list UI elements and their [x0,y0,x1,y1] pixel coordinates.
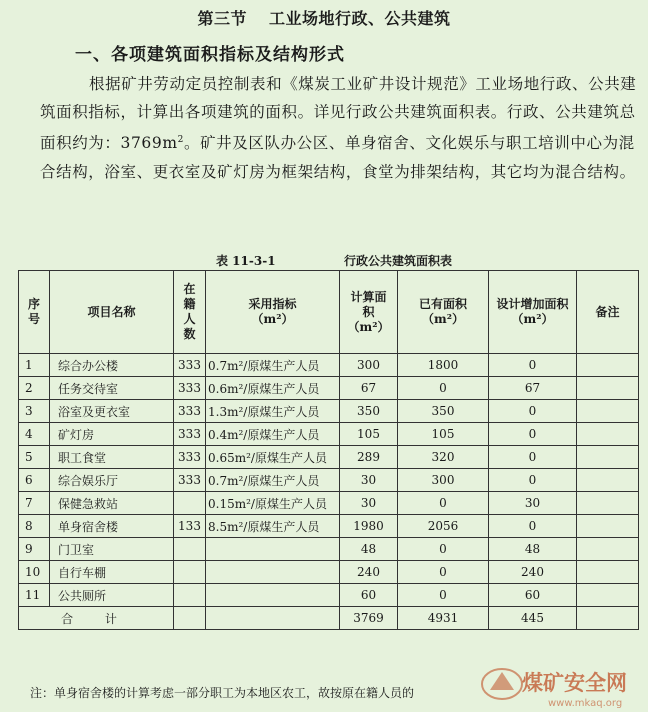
header-registered-line1: 在 [183,282,196,296]
cell-registered: 333 [174,446,206,469]
table-row [19,377,639,400]
cell-design-added: 0 [489,469,577,492]
cell-calc-area: 289 [340,446,398,469]
body-text-part2: 。矿井及区队办公区、单身宿舍、文化娱乐与职工培训中心为混合结构，浴室、更衣室及矿灯房为框架结构，食堂为排架结构，其它均为混合结构。 [40,134,636,181]
cell-calc-area: 240 [340,561,398,584]
cell-index: 1.3m²/原煤生产人员 [206,400,340,423]
cell-no: 8 [19,515,50,538]
header-calc-area-line1: 计算面 [350,289,387,304]
table-row [19,515,639,538]
cell-registered: 133 [174,515,206,538]
cell-index: 0.15m²/原煤生产人员 [206,492,340,515]
cell-calc-area: 60 [340,584,398,607]
cell-design-added: 0 [489,423,577,446]
table-number: 表 11-3-1 [216,254,276,268]
cell-design-added: 0 [489,400,577,423]
cell-registered [174,561,206,584]
total-empty-cell [206,607,340,630]
cell-calc-area: 48 [340,538,398,561]
table-row [19,400,639,423]
cell-existing-area: 0 [398,584,489,607]
table-header-row [19,271,639,354]
cell-remark [577,492,639,515]
body-text-part1: 根据矿井劳动定员控制表和《煤炭工业矿井设计规范》工业场地行政、公共建筑面积指标，计算出各项建筑的面积。详见行政公共建筑面积表。行政、公共建筑总面积约为：3769m [40,75,637,153]
cell-name: 综合娱乐厅 [50,469,174,492]
total-design-added: 445 [489,607,577,630]
cell-name: 职工食堂 [50,446,174,469]
cell-calc-area: 67 [340,377,398,400]
cell-name: 保健急救站 [50,492,174,515]
cell-name: 公共厕所 [50,584,174,607]
table-row [19,538,639,561]
cell-remark [577,423,639,446]
table-row [19,561,639,584]
cell-existing-area: 320 [398,446,489,469]
cell-no: 4 [19,423,50,446]
cell-design-added: 67 [489,377,577,400]
cell-calc-area: 300 [340,354,398,377]
header-name: 项目名称 [50,271,174,354]
body-superscript: 2 [177,135,184,146]
cell-design-added: 240 [489,561,577,584]
cell-index: 0.7m²/原煤生产人员 [206,469,340,492]
cell-index [206,561,340,584]
cell-name: 门卫室 [50,538,174,561]
cell-name: 自行车棚 [50,561,174,584]
header-index-line2: （m²） [251,312,294,326]
cell-index [206,538,340,561]
cell-index [206,584,340,607]
total-existing-area: 4931 [398,607,489,630]
cell-name: 矿灯房 [50,423,174,446]
header-remark: 备注 [577,271,639,354]
cell-existing-area: 1800 [398,354,489,377]
cell-existing-area: 105 [398,423,489,446]
body-paragraph [40,70,638,186]
cell-no: 6 [19,469,50,492]
section-title [0,6,648,29]
cell-index: 0.6m²/原煤生产人员 [206,377,340,400]
header-no-line2: 号 [27,312,40,326]
cell-existing-area: 350 [398,400,489,423]
table-row [19,446,639,469]
cell-design-added: 0 [489,354,577,377]
header-existing-area [398,271,489,354]
table-row [19,584,639,607]
cell-existing-area: 300 [398,469,489,492]
cell-remark [577,354,639,377]
cell-calc-area: 105 [340,423,398,446]
cell-index: 0.65m²/原煤生产人员 [206,446,340,469]
cell-name: 浴室及更衣室 [50,400,174,423]
cell-name: 综合办公楼 [50,354,174,377]
header-registered-line4: 数 [183,327,196,341]
cell-registered [174,584,206,607]
header-calc-area-line3: （m²） [347,319,390,334]
cell-design-added: 0 [489,515,577,538]
table-row [19,354,639,377]
header-calc-area [340,271,398,354]
table-body [19,354,639,630]
cell-existing-area: 0 [398,492,489,515]
cell-index: 8.5m²/原煤生产人员 [206,515,340,538]
cell-registered: 333 [174,423,206,446]
cell-name: 单身宿舍楼 [50,515,174,538]
header-registered [174,271,206,354]
cell-existing-area: 0 [398,538,489,561]
header-registered-line2: 籍 [183,297,196,311]
cell-remark [577,538,639,561]
building-area-table [18,270,639,630]
site-watermark-logo [472,660,648,712]
table-total-row [19,607,639,630]
header-design-added [489,271,577,354]
cell-calc-area: 350 [340,400,398,423]
cell-design-added: 48 [489,538,577,561]
cell-design-added: 60 [489,584,577,607]
cell-design-added: 0 [489,446,577,469]
header-design-added-line2: （m²） [511,312,554,326]
header-existing-area-line1: 已有面积 [418,297,467,311]
cell-calc-area: 30 [340,469,398,492]
cell-remark [577,561,639,584]
cell-no: 3 [19,400,50,423]
cell-name: 任务交待室 [50,377,174,400]
cell-existing-area: 0 [398,561,489,584]
table-row [19,423,639,446]
cell-no: 10 [19,561,50,584]
svg-text:煤矿安全网: 煤矿安全网 [522,670,627,695]
total-empty-cell [577,607,639,630]
header-calc-area-line2: 积 [362,304,375,319]
cell-no: 1 [19,354,50,377]
cell-registered: 333 [174,377,206,400]
table-note: 注：单身宿舍楼的计算考虑一部分职工为本地区农工，故按原在籍人员的 [30,686,415,700]
cell-no: 5 [19,446,50,469]
cell-no: 2 [19,377,50,400]
header-existing-area-line2: （m²） [422,312,464,326]
cell-existing-area: 2056 [398,515,489,538]
cell-remark [577,469,639,492]
table-row [19,469,639,492]
section-name: 工业场地行政、公共建筑 [269,9,451,28]
header-no [19,271,50,354]
table-row [19,492,639,515]
total-label: 合 计 [19,607,174,630]
header-index-line1: 采用指标 [248,297,297,311]
table-name: 行政公共建筑面积表 [344,254,453,268]
cell-no: 9 [19,538,50,561]
cell-index: 0.4m²/原煤生产人员 [206,423,340,446]
header-registered-line3: 人 [183,312,196,326]
subsection-title: 一、各项建筑面积指标及结构形式 [75,45,345,65]
cell-existing-area: 0 [398,377,489,400]
cell-registered [174,492,206,515]
cell-no: 11 [19,584,50,607]
cell-no: 7 [19,492,50,515]
header-index [206,271,340,354]
cell-remark [577,584,639,607]
cell-registered: 333 [174,469,206,492]
total-empty-cell [174,607,206,630]
cell-remark [577,446,639,469]
cell-registered [174,538,206,561]
cell-design-added: 30 [489,492,577,515]
section-label: 第三节 [197,9,247,28]
header-no-line1: 序 [27,297,40,311]
svg-text:www.mkaq.org: www.mkaq.org [548,698,623,709]
header-design-added-line1: 设计增加面积 [496,297,569,311]
cell-remark [577,515,639,538]
cell-registered: 333 [174,400,206,423]
cell-remark [577,400,639,423]
cell-calc-area: 30 [340,492,398,515]
cell-calc-area: 1980 [340,515,398,538]
cell-registered: 333 [174,354,206,377]
cell-index: 0.7m²/原煤生产人员 [206,354,340,377]
cell-remark [577,377,639,400]
total-calc-area: 3769 [340,607,398,630]
